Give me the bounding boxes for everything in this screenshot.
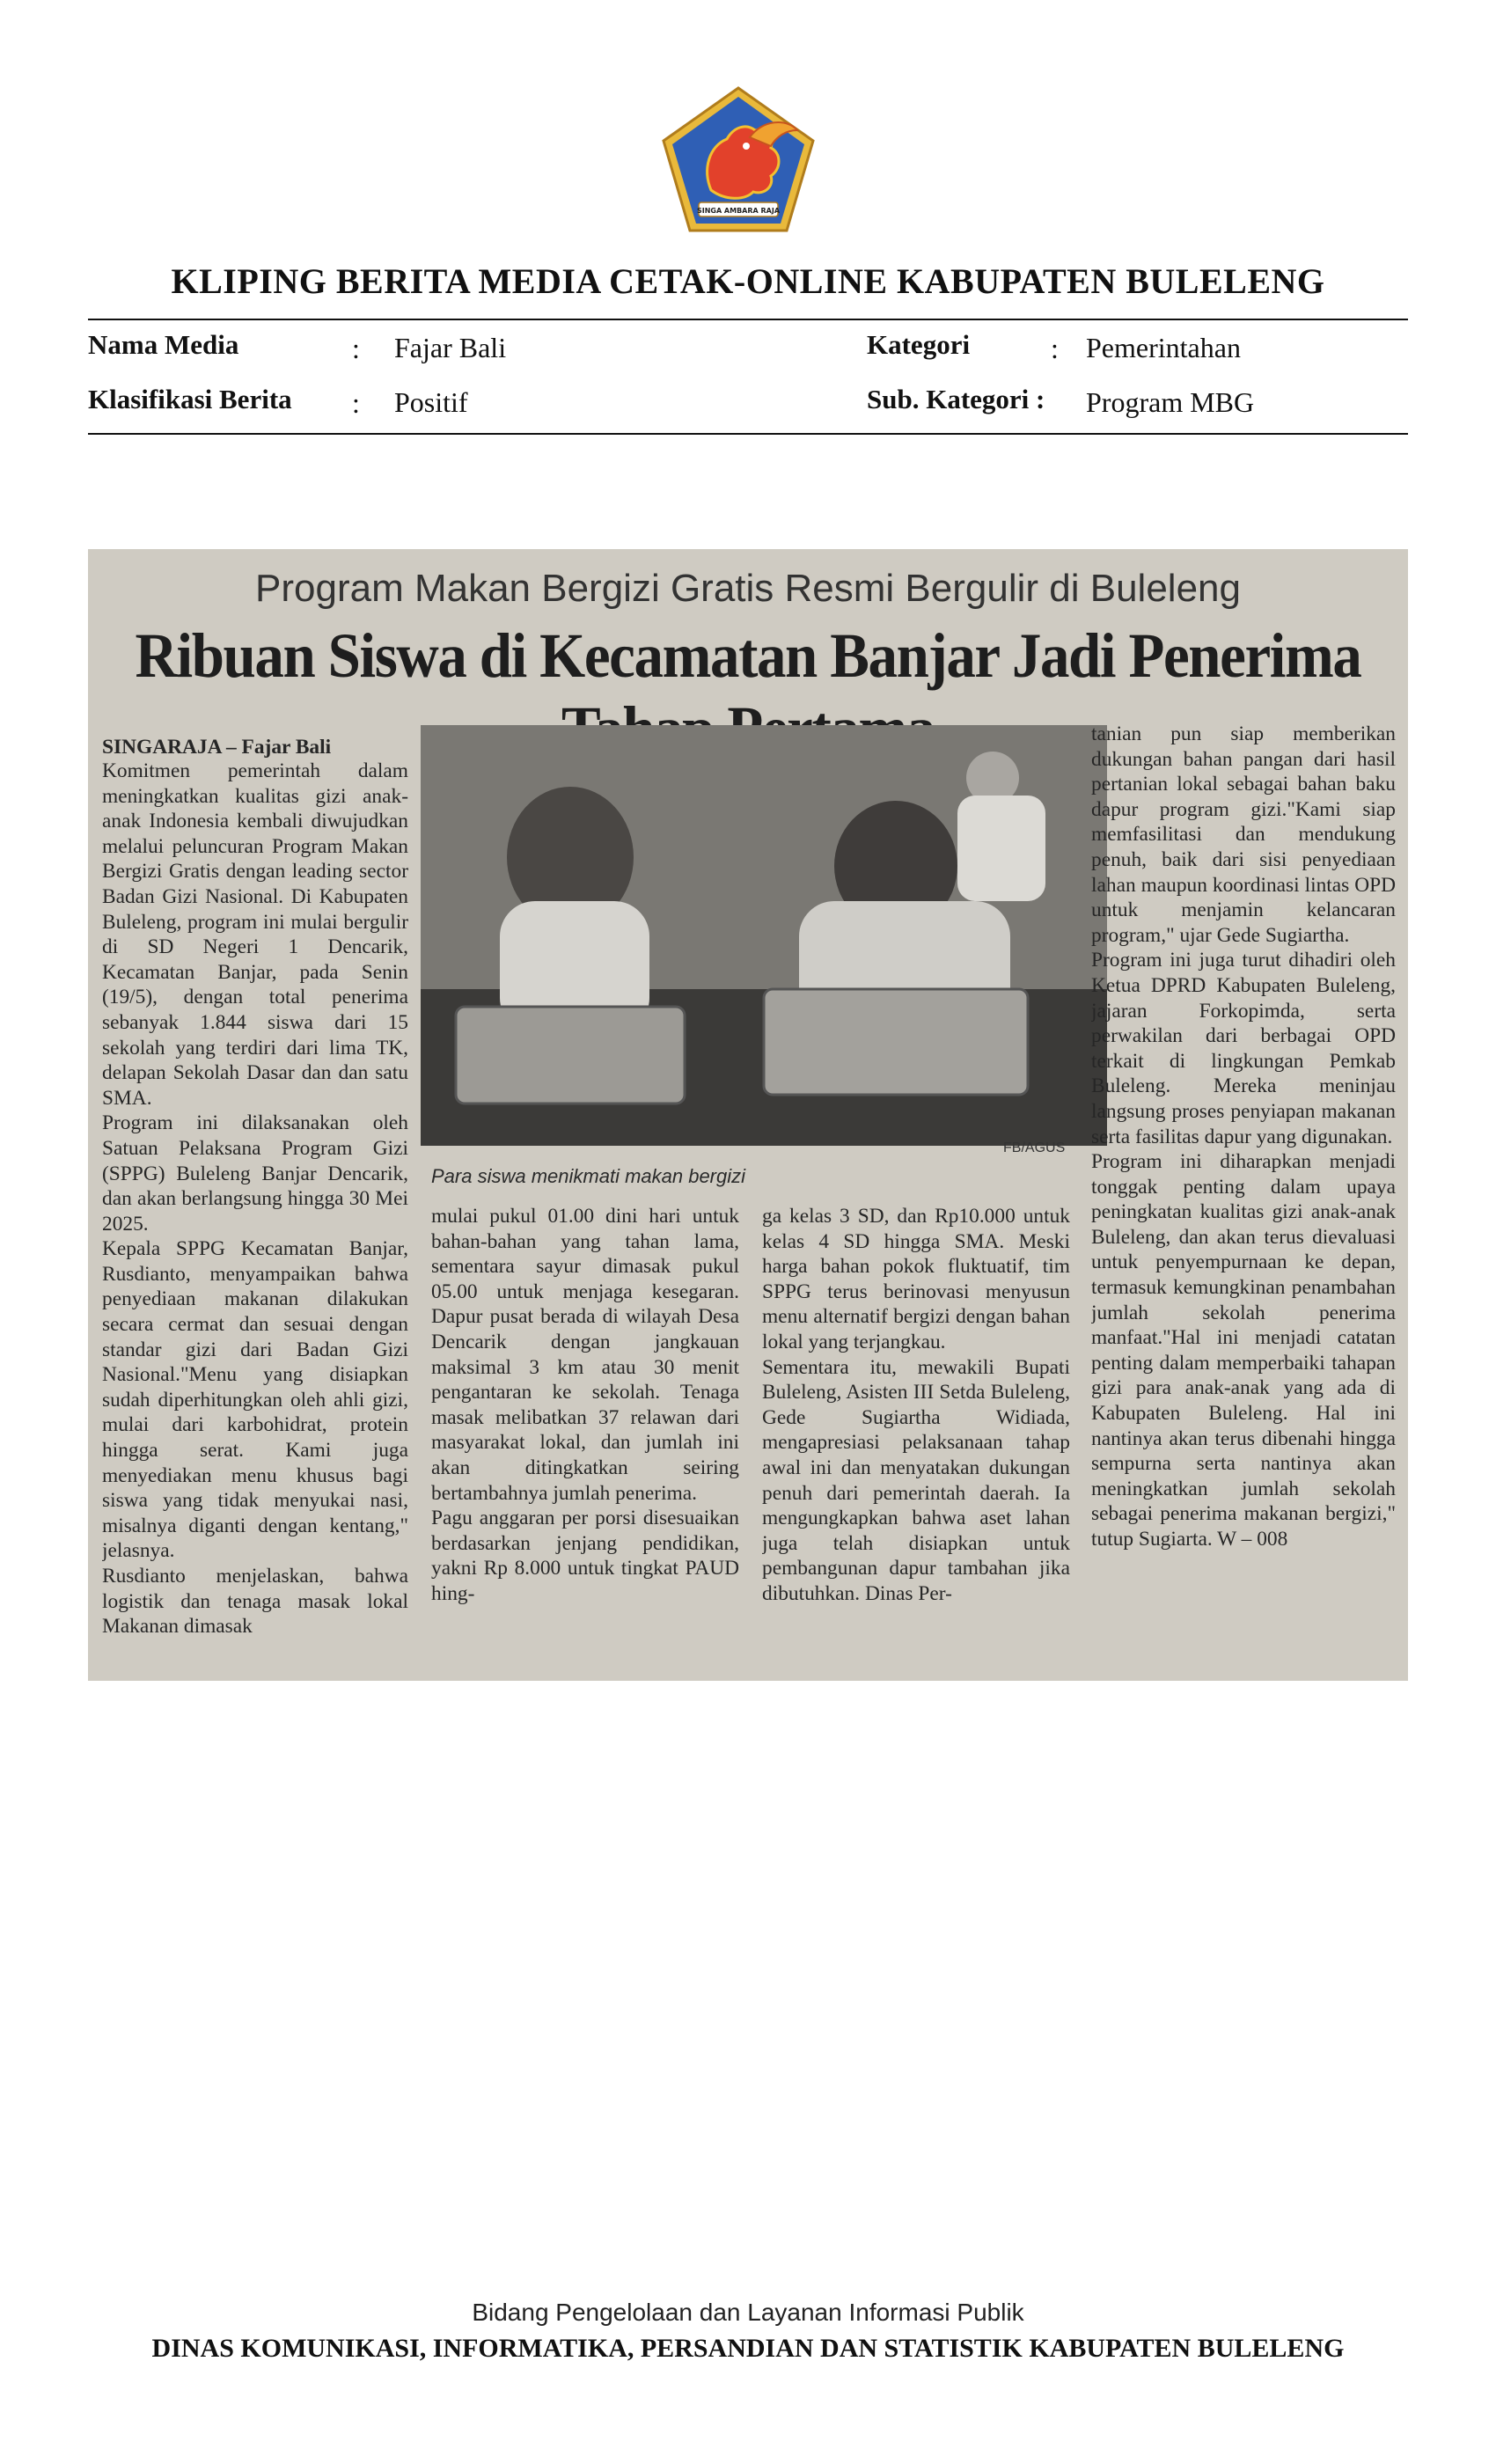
klasifikasi-colon: :: [352, 387, 360, 419]
article-kicker: Program Makan Bergizi Gratis Resmi Bergulir di Buleleng: [255, 567, 1241, 610]
emblem-motto: SINGA AMBARA RAJA: [696, 207, 781, 215]
photo-caption: Para siswa menikmati makan bergizi: [431, 1165, 746, 1187]
photo-credit: FB/AGUS: [1003, 1140, 1066, 1155]
regency-emblem: [658, 84, 818, 236]
kategori-value: Pemerintahan: [1086, 332, 1241, 363]
footer-agency: DINAS KOMUNIKASI, INFORMATIKA, PERSANDIAN DAN STATISTIK KABUPATEN BULELENG: [151, 2334, 1345, 2363]
article-photo: [421, 725, 1107, 1146]
kategori-label: Kategori: [867, 329, 971, 360]
klasifikasi-value: Positif: [394, 386, 468, 418]
subkategori-value: Program MBG: [1086, 386, 1255, 418]
singa-ambara-raja-emblem-icon: [658, 84, 818, 236]
newspaper-clipping: [88, 549, 1408, 1681]
page-title: KLIPING BERITA MEDIA CETAK-ONLINE KABUPATEN BULELENG: [171, 261, 1325, 301]
subkategori-label: Sub. Kategori :: [867, 384, 1045, 414]
article-column-2: mulai pukul 01.00 dini hari untuk bahan-bahan yang tahan lama, sementara sayur dimasak pukul 05.00 untuk menjaga kesegaran. Dapur pusat berada di wilayah Desa Dencarik dengan jangkauan maksimal 3 km atau 30 menit pengantaran ke sekolah. Tenaga masak melibatkan 37 relawan dari masyarakat lokal, dan jumlah ini akan ditingkatkan seiring bertambahnya jumlah penerima. Pagu anggaran per porsi disesuaikan berdasarkan jenjang pendidikan, yakni Rp 8.000 untuk tingkat PAUD hing-: [431, 1205, 739, 1605]
klasifikasi-label: Klasifikasi Berita: [88, 384, 292, 414]
students-eating-photo-icon: [421, 725, 1107, 1146]
media-colon: :: [352, 333, 360, 364]
top-divider: [88, 319, 1408, 320]
kategori-colon: :: [1051, 333, 1059, 364]
article-column-4: tanian pun siap memberikan dukungan bahan pangan dari hasil pertanian lokal sebagai bahan baku dapur program gizi."Kami siap memfasilitasi dan mendukung penuh, baik dari sisi penyediaan lahan maupun koordinasi lintas OPD untuk menjamin kelancaran program," ujar Gede Sugiartha. Program ini juga turut dihadiri oleh Ketua DPRD Kabupaten Buleleng, jajaran Forkopimda, serta perwakilan dari berbagai OPD terkait di lingkungan Pemkab Buleleng. Mereka meninjau langsung proses penyiapan makanan serta fasilitas dapur yang digunakan. Program ini diharapkan menjadi tonggak penting dalam upaya peningkatan kualitas gizi anak-anak Buleleng, dan akan terus dievaluasi untuk penyempurnaan ke depan, termasuk kemungkinan penambahan jumlah sekolah penerima manfaat."Hal ini menjadi catatan penting dalam memperbaiki tahapan gizi para anak-anak yang ada di Kabupaten Buleleng. Hal ini nantinya akan terus dibenahi hingga sempurna serta nantinya akan meningkatkan jumlah sekolah sebagai penerima makanan bergizi," tutup Sugiarta. W – 008: [1091, 722, 1396, 1551]
article-dateline: SINGARAJA – Fajar Bali: [102, 736, 332, 759]
article-column-1: Komitmen pemerintah dalam meningkatkan kualitas gizi anak-anak Indonesia kembali diwujudkan melalui peluncuran Program Makan Bergizi Gratis dengan leading sector Badan Gizi Nasional. Di Kabupaten Buleleng, program ini mulai bergulir di SD Negeri 1 Dencarik, Kecamatan Banjar, pada Senin (19/5), dengan total penerima sebanyak 1.844 siswa dari 15 sekolah yang terdiri dari lima TK, delapan Sekolah Dasar dan dan satu SMA. Program ini dilaksanakan oleh Satuan Pelaksana Program Gizi (SPPG) Buleleng Banjar Dencarik, dan akan berlangsung hingga 30 Mei 2025. Kepala SPPG Kecamatan Banjar, Rusdianto, menyampaikan bahwa penyediaan makanan dilakukan secara cermat dan sesuai dengan standar gizi dari Badan Gizi Nasional."Menu yang disiapkan sudah diperhitungkan oleh ahli gizi, mulai dari karbohidrat, protein hingga serat. Kami juga menyediakan menu khusus bagi siswa yang tidak menyukai nasi, misalnya diganti dengan kentang," jelasnya. Rusdianto menjelaskan, bahwa logistik dan tenaga masak lokal Makanan dimasak: [102, 759, 408, 1639]
footer-department: Bidang Pengelolaan dan Layanan Informasi Publik: [472, 2299, 1024, 2326]
article-column-3: ga kelas 3 SD, dan Rp10.000 untuk kelas 4 SD hingga SMA. Meski harga bahan pokok fluktuatif, tim SPPG terus berinovasi menyusun menu alternatif bergizi dengan bahan lokal yang terjangkau. Sementara itu, mewakili Bupati Buleleng, Asisten III Setda Buleleng, Gede Sugiartha Widiada, mengapresiasi pelaksanaan tahap awal ini dan menyatakan dukungan penuh dari pemerintah daerah. Ia mengungkapkan bahwa aset lahan juga telah disiapkan untuk pembangunan dapur tambahan jika dibutuhkan. Dinas Per-: [762, 1205, 1070, 1605]
media-value: Fajar Bali: [394, 332, 507, 363]
article-headline: Ribuan Siswa di Kecamatan Banjar Jadi Penerima: [135, 620, 1361, 691]
meta-divider: [88, 433, 1408, 435]
media-label: Nama Media: [88, 329, 239, 360]
